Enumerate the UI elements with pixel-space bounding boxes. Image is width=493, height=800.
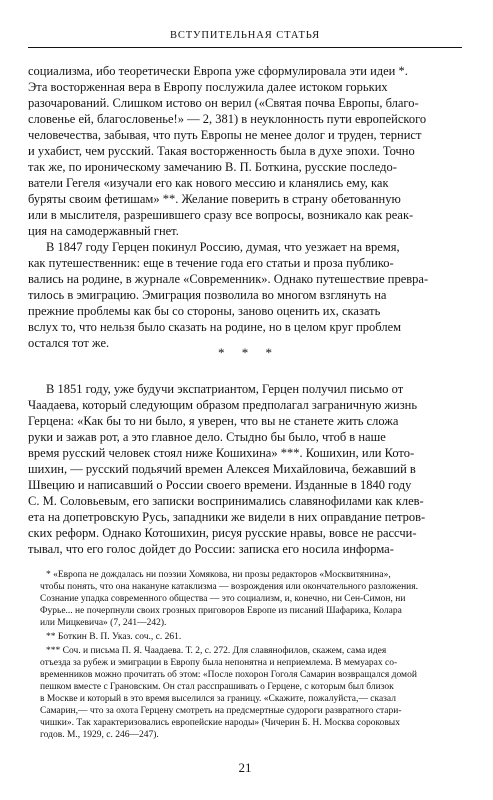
paragraph-1-line-10: или в мыслителя, разрешившего сразу все вопросы, возникало как реак- (28, 208, 414, 222)
paragraph-1-line-8: ватели Гегеля «изучали его как нового мессию и кланялись ему, как (28, 176, 389, 190)
footnote-1-line-1: * «Европа не дождалась ни поэзии Хомякова, ни прозы редакторов «Москвитянина», (46, 570, 391, 580)
footnote-3-line-8: годов. М., 1929, с. 246—247). (40, 730, 159, 740)
paragraph-1-line-5: человечества, забывая, что путь Европы не менее долог и труден, тернист (28, 128, 422, 142)
paragraph-1-line-7: так же, по ироническому замечанию В. П. Боткина, русские последо- (28, 160, 397, 174)
footnote-1-line-3: Сознание упадка современного общества — это социализм, и, конечно, ни Сен-Симон, ни (40, 594, 406, 604)
paragraph-3-line-7: Швецию и написавший о России своего времени. Изданные в 1840 году (28, 478, 412, 492)
paragraph-2-line-5: прежние проблемы как бы со стороны, заново оценить их, сказать (28, 304, 381, 318)
running-header: ВСТУПИТЕЛЬНАЯ СТАТЬЯ (169, 30, 321, 41)
paragraph-3-line-10: ских реформ. Однако Котошихин, рисуя русские нравы, вовсе не рассчи- (28, 526, 417, 540)
paragraph-2-line-2: как путешественник: еще в течение года его статьи и проза публико- (28, 256, 394, 270)
paragraph-3-line-6: шихин, — русский подьячий времен Алексея Михайловича, бежавший в (28, 462, 416, 476)
paragraph-2-line-6: вслух то, что нельзя было сказать на родине, но в целом круг проблем (28, 320, 402, 334)
footnote-1-line-5: или Мицкевича» (7, 241—242). (40, 618, 167, 628)
paragraph-1-line-2: Эта восторженная вера в Европу послужила далее истоком горьких (28, 80, 388, 94)
paragraph-1-line-1: социализма, ибо теоретически Европа уже сформулировала эти идеи *. (28, 64, 408, 78)
footnote-3-line-7: чишки». Так характеризовались европейские народы» (Чичерин Б. Н. Москва сороковых (40, 718, 400, 728)
footnote-3-line-3: временников можно прочитать об этом: «После похорон Гоголя Самарин возвращался домой (40, 670, 417, 680)
paragraph-3-line-5: время русский человек стоял ниже Кошихина» ***. Кошихин, или Кото- (28, 446, 415, 460)
page-number: 21 (238, 760, 252, 775)
paragraph-1-line-9: буряты своим фетишам» **. Желание поверить в страну обетованную (28, 192, 401, 206)
footnote-3-line-5: в Москве и который в это время выселился за границу. «Скажите, пожалуйста,— сказал (40, 694, 396, 704)
header-rule (28, 47, 462, 48)
paragraph-3-line-11: тывал, что его голос дойдет до России: записка его носила информа- (28, 542, 394, 556)
section-separator: * * * (218, 345, 272, 360)
paragraph-3-line-8: С. М. Соловьевым, его записки воспринимались славянофилами как клев- (28, 494, 424, 508)
paragraph-1-line-6: и ухабист, чем русский. Такая восторженность была в духе эпохи. Точно (28, 144, 415, 158)
footnote-3-line-1: *** Соч. и письма П. Я. Чаадаева. Т. 2, с. 272. Для славянофилов, скажем, сама идея (46, 646, 387, 656)
footnote-1-line-4: Фурье... не почерпнули своих грозных приговоров Европе из писаний Шафарика, Колара (40, 606, 402, 616)
paragraph-1-line-4: словенье ей, благословенье!» — 2, 381) в неуклонность пути европейского (28, 112, 427, 126)
paragraph-3-line-3: Герцена: «Как бы то ни было, я уверен, что вы не станете жить сложа (28, 414, 399, 428)
paragraph-1-line-11: ция на самодержавный гнет. (28, 224, 179, 238)
footnote-2-line-1: ** Боткин В. П. Указ. соч., с. 261. (46, 632, 182, 642)
paragraph-3-line-4: руки и зажав рот, а это главное дело. Стыдно бы было, чтоб в наше (28, 430, 386, 444)
footnote-3-line-2: отъезда за рубеж и эмиграции в Европу была непонятна и неприемлема. В мемуарах со- (40, 658, 398, 668)
footnote-3-line-4: пешком вместе с Грановским. Он стал расспрашивать о Герцене, с которым был близок (40, 682, 394, 692)
paragraph-2-line-7: остался тот же. (28, 336, 110, 350)
paragraph-2-line-3: вались на родине, в журнале «Современник». Однако путешествие превра- (28, 272, 429, 286)
footnote-3-line-6: Самарин,— что за охота Герцену смотреть на предсмертные судороги развратного стари- (40, 706, 402, 716)
paragraph-2-line-1: В 1847 году Герцен покинул Россию, думая, что уезжает на время, (46, 240, 400, 254)
paragraph-1-line-3: разочарований. Слишком истово он верил («Святая почва Европы, благо- (28, 96, 419, 110)
paragraph-3-line-9: ета на допетровскую Русь, западники же видели в них оправдание петров- (28, 510, 426, 524)
paragraph-3-line-1: В 1851 году, уже будучи экспатриантом, Герцен получил письмо от (46, 382, 404, 396)
footnote-1-line-2: чтобы понять, что она накануне катаклизма — возрождения или окончательного разложения. (40, 582, 418, 592)
paragraph-3-line-2: Чаадаева, который следующим образом предполагал заграничную жизнь (28, 398, 418, 412)
paragraph-2-line-4: тилось в эмиграцию. Эмиграция позволила во многом взглянуть на (28, 288, 387, 302)
